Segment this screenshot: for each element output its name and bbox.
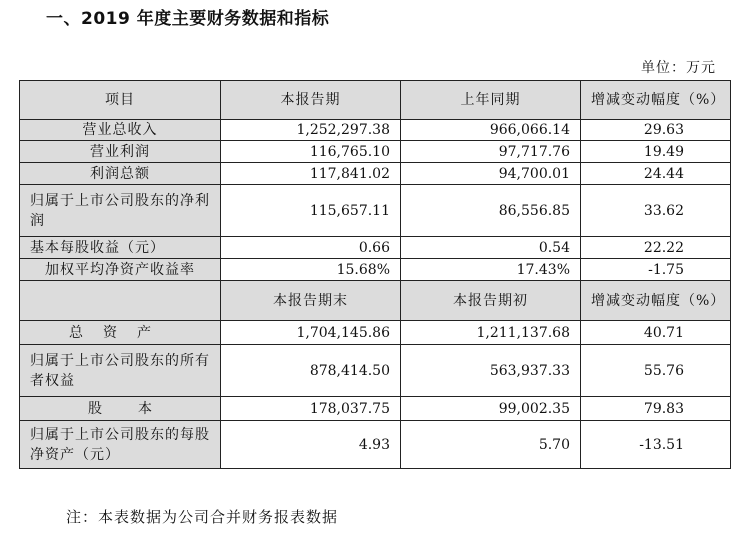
current-value: 878,414.50 [221, 345, 401, 397]
previous-value: 563,937.33 [401, 345, 581, 397]
previous-value: 97,717.76 [401, 141, 581, 163]
row-label: 加权平均净资产收益率 [20, 259, 221, 281]
row-label: 股本 [20, 397, 221, 421]
table-row [20, 141, 731, 163]
previous-value: 86,556.85 [401, 185, 581, 237]
previous-value: 1,211,137.68 [401, 321, 581, 345]
current-value: 15.68% [221, 259, 401, 281]
table-row [20, 321, 731, 345]
previous-value: 17.43% [401, 259, 581, 281]
header-cell: 本报告期 [221, 81, 401, 120]
table-row [20, 397, 731, 421]
header-cell: 增减变动幅度（%） [581, 81, 731, 120]
change-value: 24.44 [581, 163, 731, 185]
financial-table [19, 80, 731, 469]
previous-value: 99,002.35 [401, 397, 581, 421]
previous-value: 5.70 [401, 421, 581, 469]
unit-label: 单位：万元 [641, 60, 716, 76]
table-row [20, 163, 731, 185]
current-value: 117,841.02 [221, 163, 401, 185]
change-value: 40.71 [581, 321, 731, 345]
row-label: 基本每股收益（元） [20, 237, 221, 259]
current-value: 116,765.10 [221, 141, 401, 163]
header-cell [20, 281, 221, 321]
row-label: 利润总额 [20, 163, 221, 185]
table-row [20, 421, 731, 469]
header-cell: 上年同期 [401, 81, 581, 120]
table-row [20, 120, 731, 141]
row-label: 营业总收入 [20, 120, 221, 141]
table-row [20, 345, 731, 397]
current-value: 1,704,145.86 [221, 321, 401, 345]
row-label: 归属于上市公司股东的每股净资产（元） [20, 421, 221, 469]
row-label: 营业利润 [20, 141, 221, 163]
current-value: 1,252,297.38 [221, 120, 401, 141]
row-label: 总资产 [20, 321, 221, 345]
change-value: 55.76 [581, 345, 731, 397]
current-value: 115,657.11 [221, 185, 401, 237]
previous-value: 0.54 [401, 237, 581, 259]
table-subheader-row [20, 281, 731, 321]
row-label: 归属于上市公司股东的净利润 [20, 185, 221, 237]
table-row [20, 237, 731, 259]
header-cell: 增减变动幅度（%） [581, 281, 731, 321]
header-cell: 项目 [20, 81, 221, 120]
change-value: 22.22 [581, 237, 731, 259]
section-title: 一、2019 年度主要财务数据和指标 [46, 9, 330, 29]
change-value: 79.83 [581, 397, 731, 421]
header-cell: 本报告期末 [221, 281, 401, 321]
change-value: 33.62 [581, 185, 731, 237]
table-row [20, 259, 731, 281]
change-value: -1.75 [581, 259, 731, 281]
row-label: 归属于上市公司股东的所有者权益 [20, 345, 221, 397]
previous-value: 966,066.14 [401, 120, 581, 141]
header-cell: 本报告期初 [401, 281, 581, 321]
current-value: 178,037.75 [221, 397, 401, 421]
table-row [20, 185, 731, 237]
change-value: 19.49 [581, 141, 731, 163]
current-value: 0.66 [221, 237, 401, 259]
footnote: 注：本表数据为公司合并财务报表数据 [66, 508, 339, 526]
change-value: -13.51 [581, 421, 731, 469]
current-value: 4.93 [221, 421, 401, 469]
table-header-row [20, 81, 731, 120]
previous-value: 94,700.01 [401, 163, 581, 185]
change-value: 29.63 [581, 120, 731, 141]
